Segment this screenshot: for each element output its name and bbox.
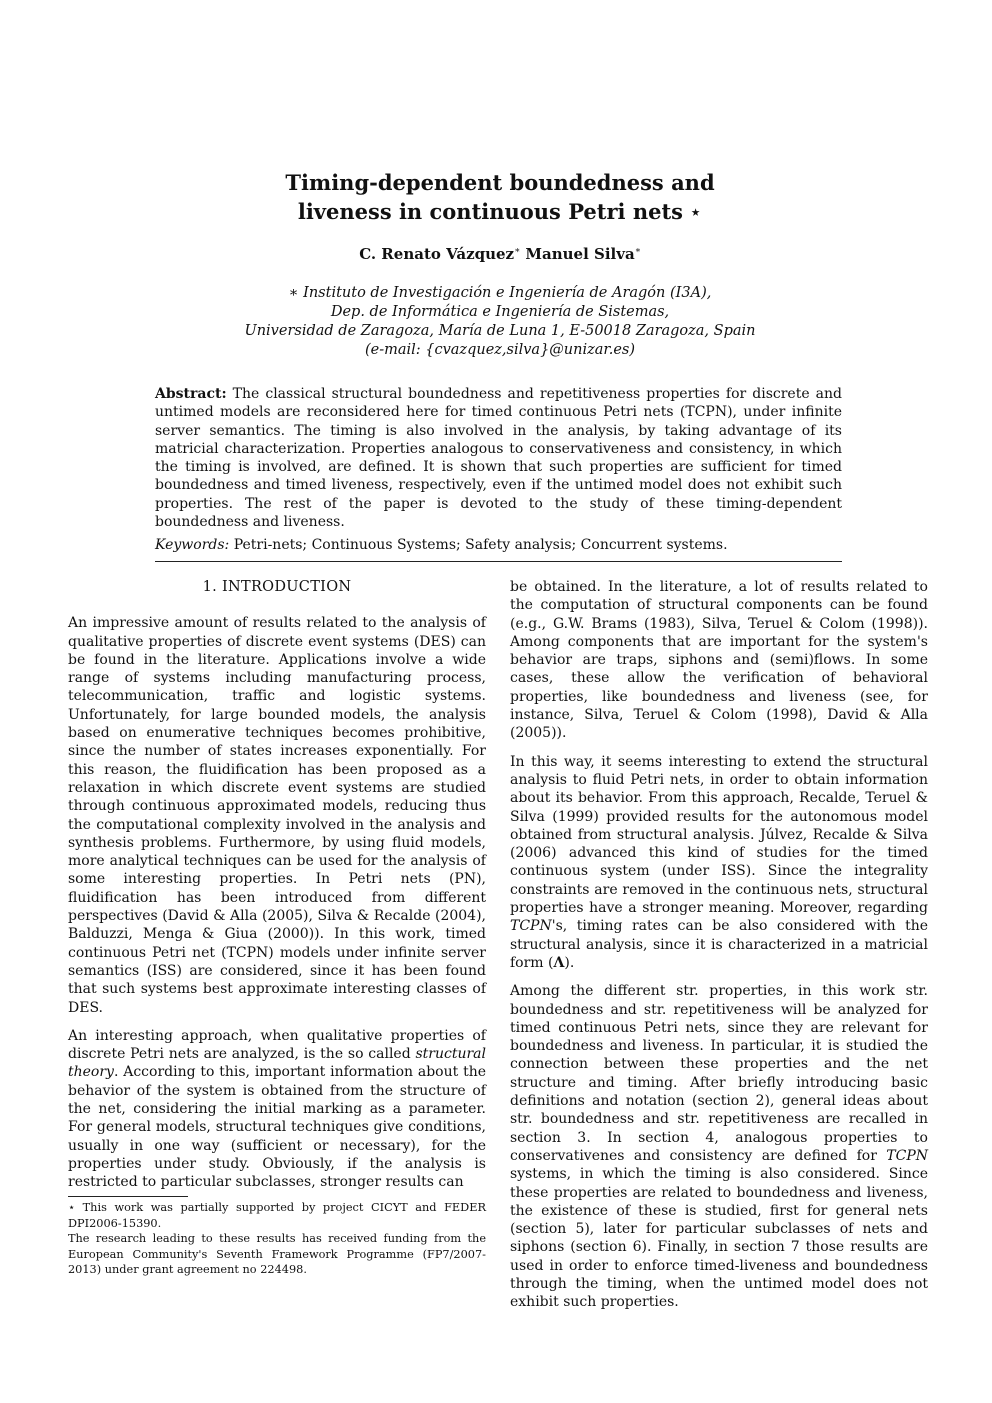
- section-heading: 1. INTRODUCTION: [202, 579, 352, 595]
- abstract-text: The classical structural boundedness and repetitiveness properties for discrete and untimed models are reconsidered here for timed continuous Petri nets (TCPN), under infinite server semantics. The timing is also involved in the analysis, by taking advantage of its matricial characterization. Properties analogous to conservativeness and consistency, in which the timing is involved, are defined. It is shown that such properties are sufficient for timed boundedness and timed liveness, respectively, even if the untimed model does not exhibit such properties. The rest of the paper is devoted to the study of these timing-dependent boundedness and liveness.: [155, 386, 843, 531]
- author-1-mark: ∗: [514, 246, 521, 256]
- abstract-label: Abstract:: [155, 386, 227, 402]
- title-line-2: liveness in continuous Petri nets ⋆: [297, 199, 703, 224]
- footnote: ⋆ This work was partially supported by project CICYT and FEDER DPI2006-15390.: [68, 1201, 486, 1230]
- author-2: Manuel Silva: [525, 245, 635, 263]
- right-column: [510, 578, 928, 1322]
- footnotes: [68, 1200, 486, 1278]
- author-1: C. Renato Vázquez: [359, 245, 515, 263]
- author-2-mark: ∗: [634, 246, 641, 256]
- keywords-label: Keywords:: [155, 537, 230, 553]
- affiliation-line: Universidad de Zaragoza, María de Luna 1, E-50018 Zaragoza, Spain: [244, 323, 756, 339]
- paragraph: be obtained. In the literature, a lot of results related to the computation of structural components can be found (e.g., G.W. Brams (1983), Silva, Teruel & Colom (1998)). Among components that are important for the system's behavior are traps, siphons and (semi)flows. In some cases, these allow the verification of behavioral properties, like boundedness and liveness (see, for instance, Silva, Teruel & Colom (1998), David & Alla (2005)).: [510, 579, 928, 742]
- footnote: The research leading to these results has received funding from the European Community's Seventh Framework Programme (FP7/2007-2013) under grant agreement no 224498.: [68, 1232, 486, 1277]
- left-column: [68, 578, 486, 1202]
- keywords: [155, 537, 842, 553]
- footnote-divider: [68, 1196, 188, 1197]
- keywords-text: Petri-nets; Continuous Systems; Safety analysis; Concurrent systems.: [233, 537, 728, 553]
- paragraph: An impressive amount of results related to the analysis of qualitative properties of discrete event systems (DES) can be found in the literature. Applications involve a wide range of systems including manufacturing process, telecommunication, traffic and logistic systems. Unfortunately, for large bounded models, the analysis based on enumerative techniques becomes prohibitive, since the number of states increases exponentially. For this reason, the fluidification has been proposed as a relaxation in which discrete event systems are studied through continuous approximated models, reducing thus the computational complexity involved in the analysis and synthesis problems. Furthermore, by using fluid models, more analytical techniques can be used for the analysis of some interesting properties. In Petri nets (PN), fluidification has been introduced from different perspectives (David & Alla (2005), Silva & Recalde (2004), Balduzzi, Menga & Giua (2000)). In this work, timed continuous Petri net (TCPN) models under infinite server semantics (ISS) are considered, since it has been found that such systems best approximate interesting classes of DES.: [68, 615, 486, 1016]
- abstract: [155, 385, 842, 531]
- author-list: [200, 245, 800, 263]
- paragraph: Among the different str. properties, in this work str. boundedness and str. repetitiveness will be analyzed for timed continuous Petri nets, since they are relevant for boundedness and liveness. In particular, it is studied the connection between these properties and the net structure and timing. After briefly introducing basic definitions and notation (section 2), general ideas about str. boundedness and str. repetitiveness are recalled in section 3. In section 4, analogous properties to conservativenes and consistency are defined for TCPN systems, in which the timing is also considered. Since these properties are related to boundedness and liveness, the existence of these is studied, first for general nets (section 5), later for particular subclasses of nets and siphons (section 6). Finally, in section 7 those results are used in order to enforce timed-liveness and boundedness through the timing, when the untimed model does not exhibit such properties.: [510, 983, 928, 1311]
- paragraph: In this way, it seems interesting to extend the structural analysis to fluid Petri nets, in order to obtain information about its behavior. From this approach, Recalde, Teruel & Silva (1999) provided results for the autonomous model obtained from structural analysis. Júlvez, Recalde & Silva (2006) advanced this kind of studies for the timed continuous system (under ISS). Since the integrality constraints are removed in the continuous nets, structural properties have a stronger meaning. Moreover, regarding TCPN's, timing rates can be also considered with the structural analysis, since it is characterized in a matricial form (Λ).: [510, 753, 928, 971]
- keywords-divider: [155, 561, 842, 562]
- affiliation-line: Dep. de Informática e Ingeniería de Sistemas,: [330, 304, 670, 320]
- paragraph: An interesting approach, when qualitative properties of discrete Petri nets are analyzed, is the so called structural theory. According to this, important information about the behavior of the system is obtained from the structure of the net, considering the initial marking as a parameter. For general models, structural techniques give conditions, usually in one way (sufficient or necessary), for the properties under study. Obviously, if the analysis is restricted to particular subclasses, stronger results can: [68, 1027, 486, 1191]
- title-footnote-star: ⋆: [688, 200, 703, 224]
- paper-title: [200, 168, 800, 227]
- affiliation-email: (e-mail: {cvazquez,silva}@unizar.es): [364, 342, 636, 358]
- affiliation-block: [150, 284, 850, 360]
- affiliation-line: ∗ Instituto de Investigación e Ingeniería de Aragón (I3A),: [288, 285, 712, 301]
- title-line-1: Timing-dependent boundedness and: [285, 170, 715, 195]
